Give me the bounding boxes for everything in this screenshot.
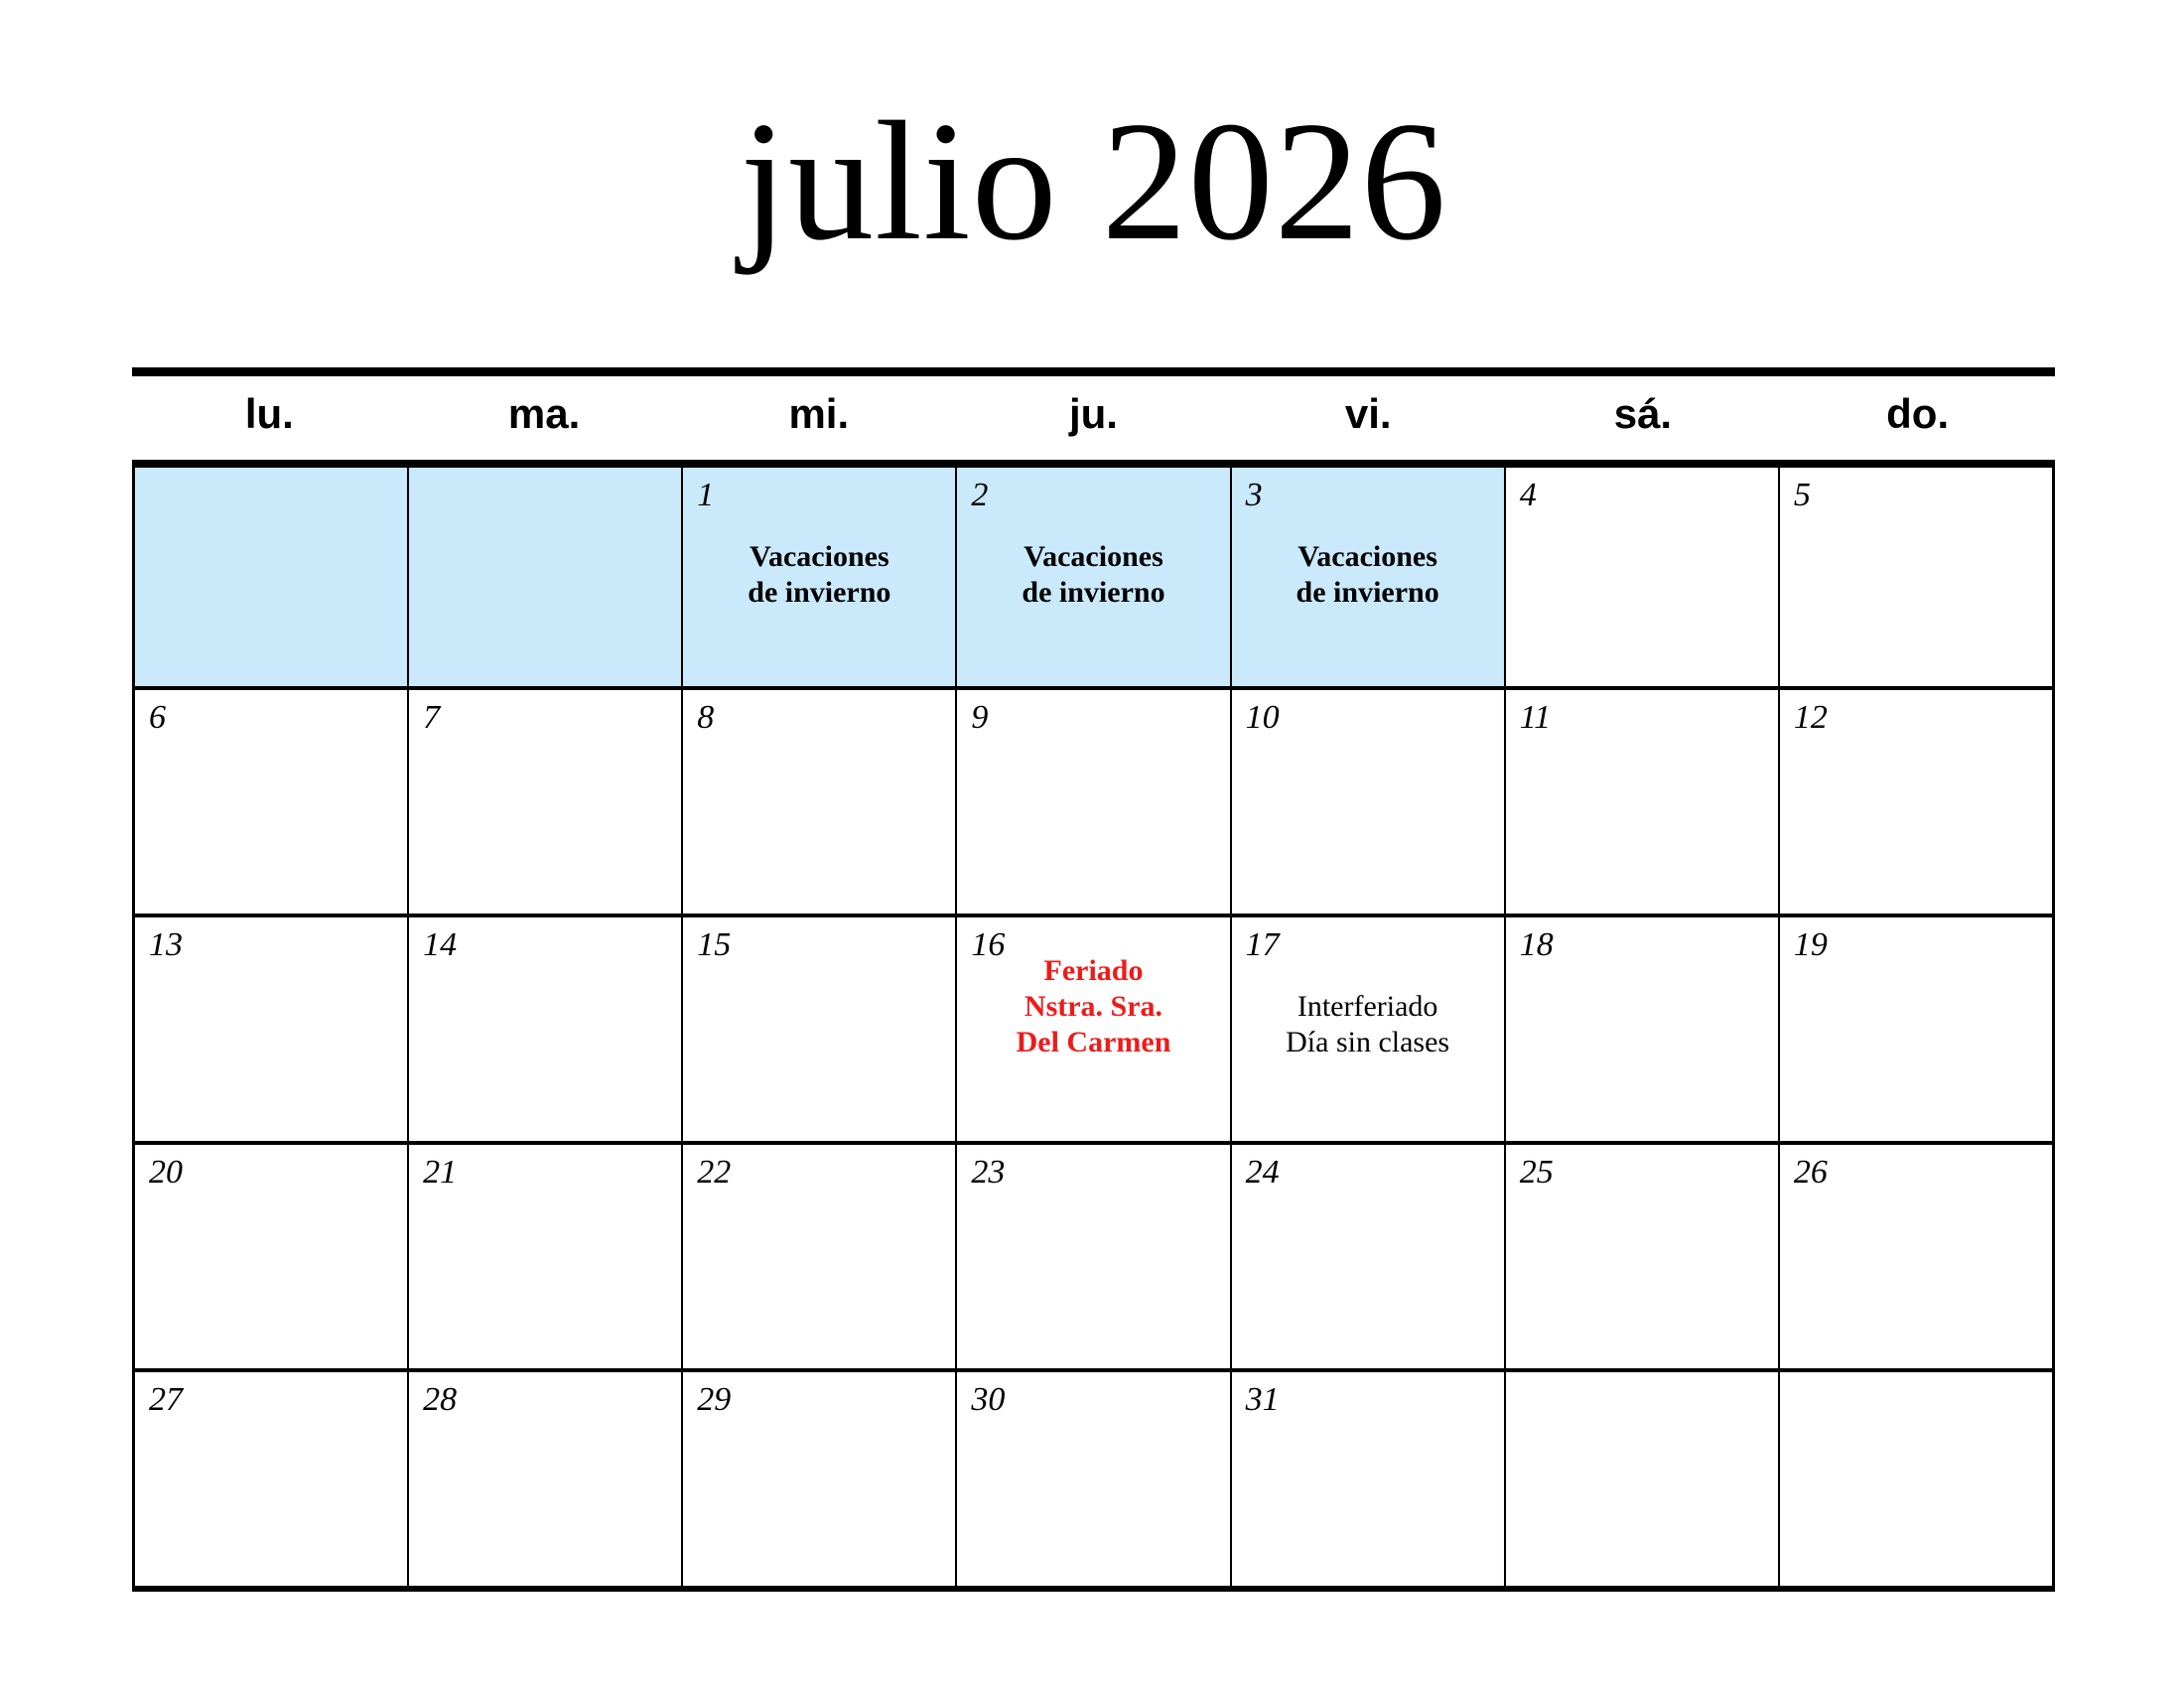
weekday-header-friday: vi.: [1344, 390, 1392, 437]
header-top-rule: [132, 367, 2055, 376]
day-number: 9: [971, 699, 989, 736]
calendar-cell-15: [683, 917, 955, 1141]
calendar-cell-27: [135, 1372, 407, 1586]
calendar-cell-28: [409, 1372, 681, 1586]
day-number: 18: [1519, 926, 1554, 963]
day-number: 25: [1519, 1154, 1554, 1191]
calendar-cell-8: [683, 690, 955, 914]
event-line: de invierno: [1022, 576, 1165, 609]
event-line: Interferiado: [1297, 990, 1438, 1023]
calendar-cell-empty: [1780, 1372, 2052, 1586]
calendar-cell-23: [957, 1145, 1229, 1368]
day-number: 30: [971, 1381, 1006, 1418]
day-number: 26: [1793, 1154, 1828, 1191]
day-number: 19: [1793, 926, 1828, 963]
weekday-header-saturday: sá.: [1613, 390, 1673, 437]
weekday-header-thursday: ju.: [1068, 390, 1118, 437]
calendar-cell-empty: [135, 468, 407, 686]
calendar-cell-14: [409, 917, 681, 1141]
day-number: 10: [1245, 699, 1280, 736]
calendar-cell-21: [409, 1145, 681, 1368]
day-number: 29: [697, 1381, 732, 1418]
day-number: 12: [1793, 699, 1828, 736]
day-number: 14: [423, 926, 458, 963]
day-number: 16: [971, 926, 1006, 963]
calendar-cell-30: [957, 1372, 1229, 1586]
calendar-cell-4: [1506, 468, 1778, 686]
weekday-header-wednesday: mi.: [788, 390, 850, 437]
day-number: 22: [697, 1154, 732, 1191]
event-line: de invierno: [748, 576, 891, 609]
calendar-cell-11: [1506, 690, 1778, 914]
day-number: 11: [1519, 699, 1552, 736]
event-holiday: [961, 953, 1225, 1060]
event-note: [1236, 989, 1500, 1060]
event-winter-vacation: [961, 539, 1225, 611]
calendar-cell-12: [1780, 690, 2052, 914]
day-number: 8: [697, 699, 715, 736]
calendar-cell-2: [957, 468, 1229, 686]
day-number: 4: [1519, 477, 1537, 513]
weekday-header-tuesday: ma.: [507, 390, 581, 437]
calendar-cell-24: [1232, 1145, 1504, 1368]
day-number: 21: [423, 1154, 458, 1191]
event-line: Del Carmen: [1016, 1026, 1171, 1058]
event-line: de invierno: [1296, 576, 1439, 609]
day-number: 23: [971, 1154, 1006, 1191]
calendar-cell-22: [683, 1145, 955, 1368]
day-number: 1: [697, 477, 715, 513]
calendar-table: [132, 460, 2055, 1592]
page-title: julio 2026: [740, 87, 1447, 276]
calendar-cell-25: [1506, 1145, 1778, 1368]
day-number: 15: [697, 926, 732, 963]
day-number: 28: [423, 1381, 458, 1418]
event-winter-vacation: [687, 539, 951, 611]
day-number: 24: [1245, 1154, 1280, 1191]
weekday-header-sunday: do.: [1886, 390, 1950, 437]
calendar-cell-17: [1232, 917, 1504, 1141]
event-line: Vacaciones: [1024, 540, 1163, 573]
calendar-cell-19: [1780, 917, 2052, 1141]
day-number: 17: [1245, 926, 1280, 963]
event-line: Vacaciones: [1297, 540, 1437, 573]
weekday-header-monday: lu.: [244, 390, 294, 437]
calendar-cell-5: [1780, 468, 2052, 686]
calendar-cell-16: [957, 917, 1229, 1141]
calendar-cell-7: [409, 690, 681, 914]
calendar-cell-29: [683, 1372, 955, 1586]
day-number: 3: [1245, 477, 1263, 513]
calendar-cell-13: [135, 917, 407, 1141]
event-winter-vacation: [1236, 539, 1500, 611]
calendar-cell-9: [957, 690, 1229, 914]
calendar-cell-26: [1780, 1145, 2052, 1368]
calendar-cell-10: [1232, 690, 1504, 914]
event-line: Feriado: [1043, 954, 1144, 987]
event-line: Vacaciones: [750, 540, 889, 573]
day-number: 20: [149, 1154, 183, 1191]
calendar-cell-6: [135, 690, 407, 914]
event-line: Día sin clases: [1286, 1026, 1450, 1058]
day-number: 27: [149, 1381, 183, 1418]
day-number: 2: [971, 477, 989, 513]
calendar-cell-1: [683, 468, 955, 686]
day-number: 7: [423, 699, 441, 736]
day-number: 31: [1245, 1381, 1280, 1418]
calendar-cell-20: [135, 1145, 407, 1368]
day-number: 5: [1793, 477, 1811, 513]
event-line: Nstra. Sra.: [1024, 990, 1163, 1023]
calendar-cell-empty: [409, 468, 681, 686]
calendar-cell-31: [1232, 1372, 1504, 1586]
calendar-cell-3: [1232, 468, 1504, 686]
calendar-grid: [135, 468, 2052, 1586]
calendar-cell-empty: [1506, 1372, 1778, 1586]
weekday-header-row: [132, 381, 2055, 447]
calendar-cell-18: [1506, 917, 1778, 1141]
day-number: 6: [149, 699, 166, 736]
day-number: 13: [149, 926, 183, 963]
